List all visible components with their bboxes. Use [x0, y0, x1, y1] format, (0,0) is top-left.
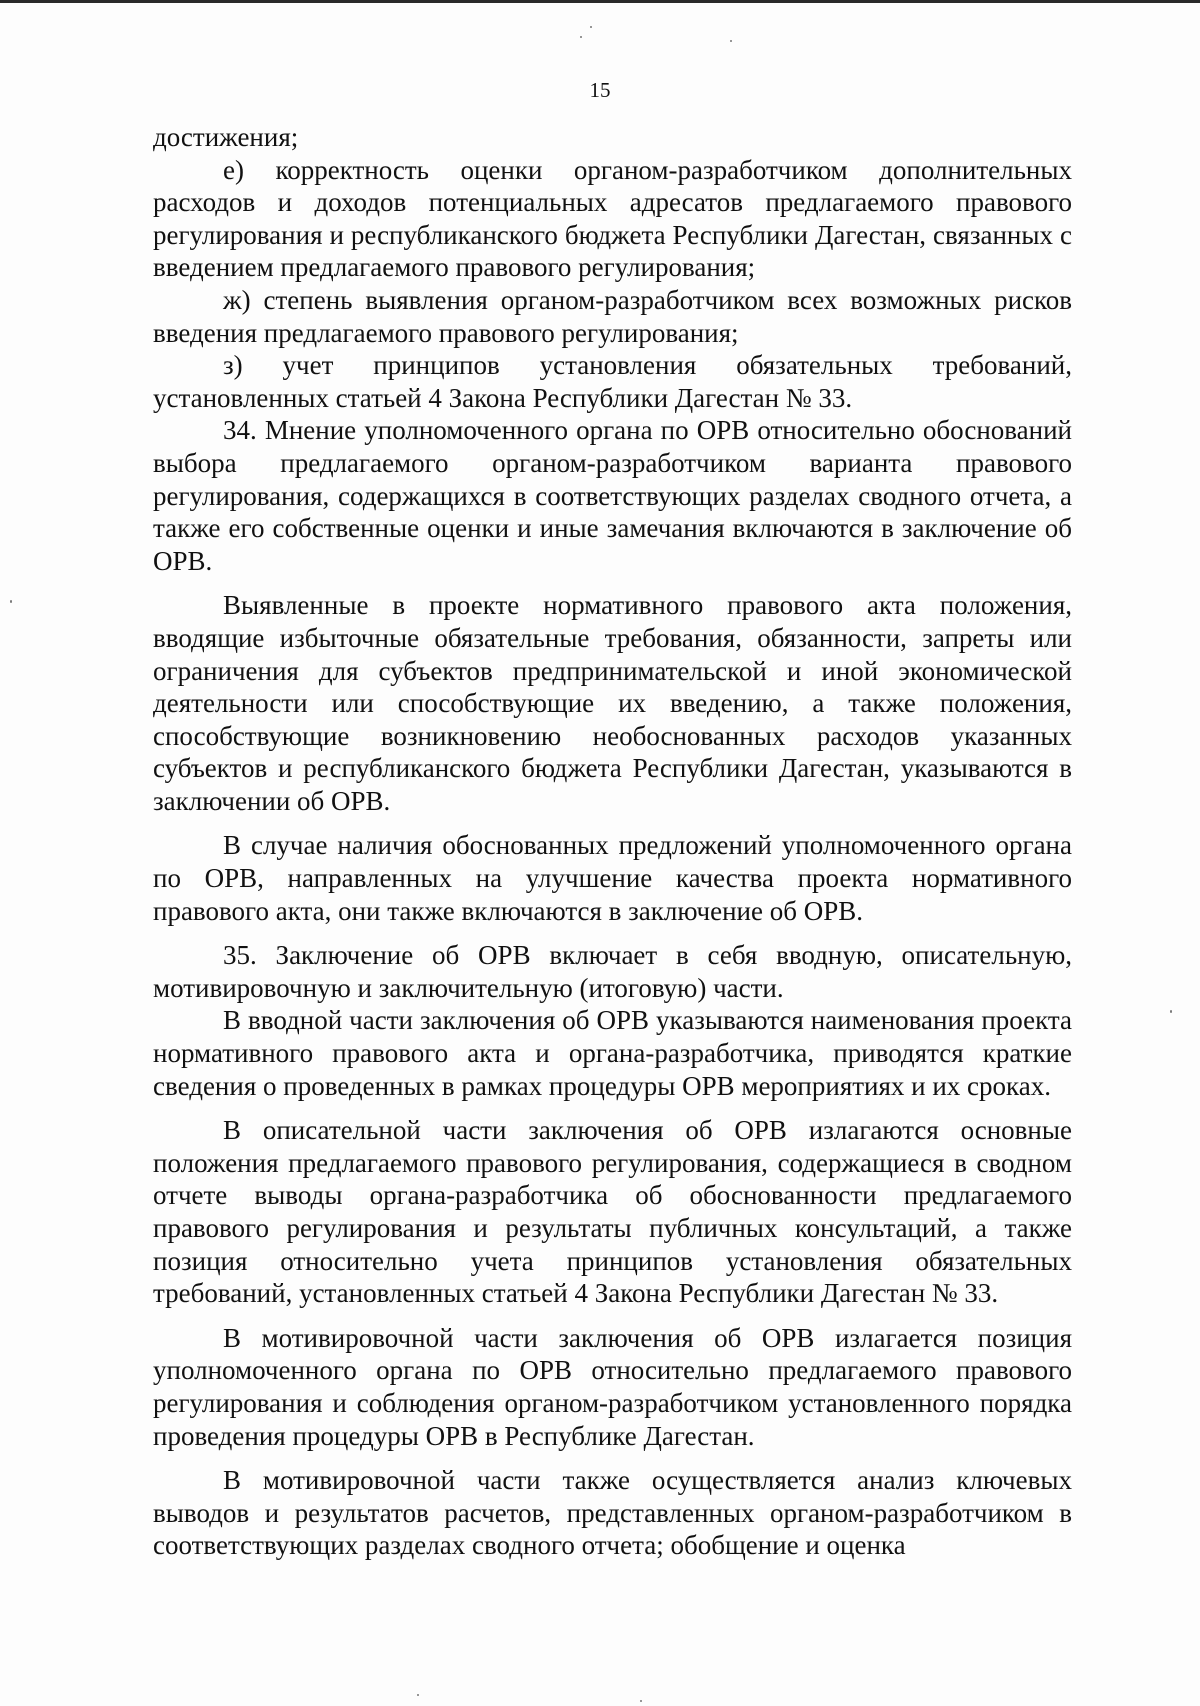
scan-speck [730, 40, 732, 42]
paragraph: Выявленные в проекте нормативного правового акта положения, вводящие избыточные обязательные требования, обязанности, запреты или ограничения для субъектов предпринимательской и иной экономической деятельности или способствующие их введению, а также положения, способствующие возникновению необоснованных расходов указанных субъектов и республиканского бюджета Республики Дагестан, указываются в заключении об ОРВ. [153, 590, 1072, 816]
paragraph: В описательной части заключения об ОРВ излагаются основные положения предлагаемого правового регулирования, содержащиеся в сводном отчете выводы органа-разработчика об обоснованности предлагаемого правового регулирования и результаты публичных консультаций, а также позиция относительно учета принципов установления обязательных требований, установленных статьей 4 Закона Республики Дагестан № 33. [153, 1115, 1072, 1309]
paragraph: В вводной части заключения об ОРВ указываются наименования проекта нормативного правового акта и органа-разработчика, приводятся краткие сведения о проведенных в рамках процедуры ОРВ мероприятиях и их сроках. [153, 1005, 1072, 1101]
scan-top-edge [0, 0, 1200, 3]
paragraph: е) корректность оценки органом-разработчиком дополнительных расходов и доходов потенциальных адресатов предлагаемого правового регулирования и республиканского бюджета Республики Дагестан, связанных с введением предлагаемого правового регулирования; [153, 154, 1072, 283]
paragraph: В мотивировочной части также осуществляется анализ ключевых выводов и результатов расчетов, представленных органом-разработчиком в соответствующих разделах сводного отчета; обобщение и оценка [153, 1465, 1072, 1561]
paragraph: достижения; [153, 122, 299, 152]
paragraph: 35. Заключение об ОРВ включает в себя вводную, описательную, мотивировочную и заключительную (итоговую) части. [153, 940, 1072, 1003]
paragraph: В случае наличия обоснованных предложений уполномоченного органа по ОРВ, направленных на улучшение качества проекта нормативного правового акта, они также включаются в заключение об ОРВ. [153, 830, 1072, 926]
paragraph: 34. Мнение уполномоченного органа по ОРВ относительно обоснований выбора предлагаемого органом-разработчиком варианта правового регулирования, содержащихся в соответствующих разделах сводного отчета, а также его собственные оценки и иные замечания включаются в заключение об ОРВ. [153, 415, 1072, 576]
scan-speck [590, 26, 592, 28]
body-text [153, 121, 1072, 1562]
page-number: 15 [589, 78, 611, 102]
scan-speck [10, 600, 12, 603]
scan-speck [1170, 1010, 1172, 1013]
scan-speck [640, 1700, 642, 1702]
scan-speck [417, 1694, 419, 1696]
paragraph: з) учет принципов установления обязательных требований, установленных статьей 4 Закона Республики Дагестан № 33. [153, 350, 1072, 413]
scan-speck [580, 36, 582, 38]
paragraph: В мотивировочной части заключения об ОРВ излагается позиция уполномоченного органа по ОРВ относительно предлагаемого правового регулирования и соблюдения органом-разработчиком установленного порядка проведения процедуры ОРВ в Республике Дагестан. [153, 1322, 1072, 1451]
paragraph: ж) степень выявления органом-разработчиком всех возможных рисков введения предлагаемого правового регулирования; [153, 284, 1072, 348]
